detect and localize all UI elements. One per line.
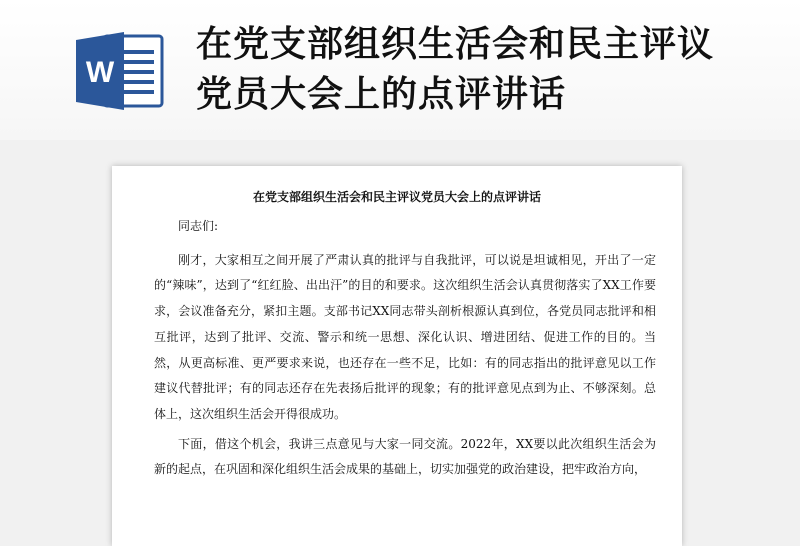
title-line-2: 党员大会上的点评讲话 <box>196 74 567 115</box>
word-icon-letter: W <box>85 56 115 89</box>
page-title <box>196 20 786 120</box>
document-body <box>154 214 656 483</box>
title-line-1: 在党支部组织生活会和民主评议 <box>196 24 715 65</box>
header-banner <box>0 0 800 140</box>
salutation: 同志们: <box>178 219 219 233</box>
document-page <box>112 166 682 546</box>
document-title: 在党支部组织生活会和民主评议党员大会上的点评讲话 <box>252 190 541 204</box>
word-document-icon <box>74 30 166 112</box>
paragraph-1: 刚才，大家相互之间开展了严肃认真的批评与自我批评，可以说是坦诚相见，开出了一定的“辣味”，达到了“红红脸、出出汗”的目的和要求。这次组织生活会认真贯彻落实了XX工作要求，会议准备充分，紧扣主题。支部书记XX同志带头剖析根源认真到位，各党员同志批评和相互批评，达到了批评、交流、警示和统一思想、深化认识、增进团结、促进工作的目的。当然，从更高标准、更严要求来说，也还存在一些不足，比如：有的同志指出的批评意见以工作建议代替批评；有的同志还存在先表扬后批评的现象；有的批评意见点到为止、不够深刻。总体上，这次组织生活会开得很成功。 <box>154 252 656 421</box>
paragraph-2: 下面，借这个机会，我讲三点意见与大家一同交流。2022年，XX要以此次组织生活会为新的起点，在巩固和深化组织生活会成果的基础上，切实加强党的政治建设，把牢政治方向， <box>154 436 656 477</box>
